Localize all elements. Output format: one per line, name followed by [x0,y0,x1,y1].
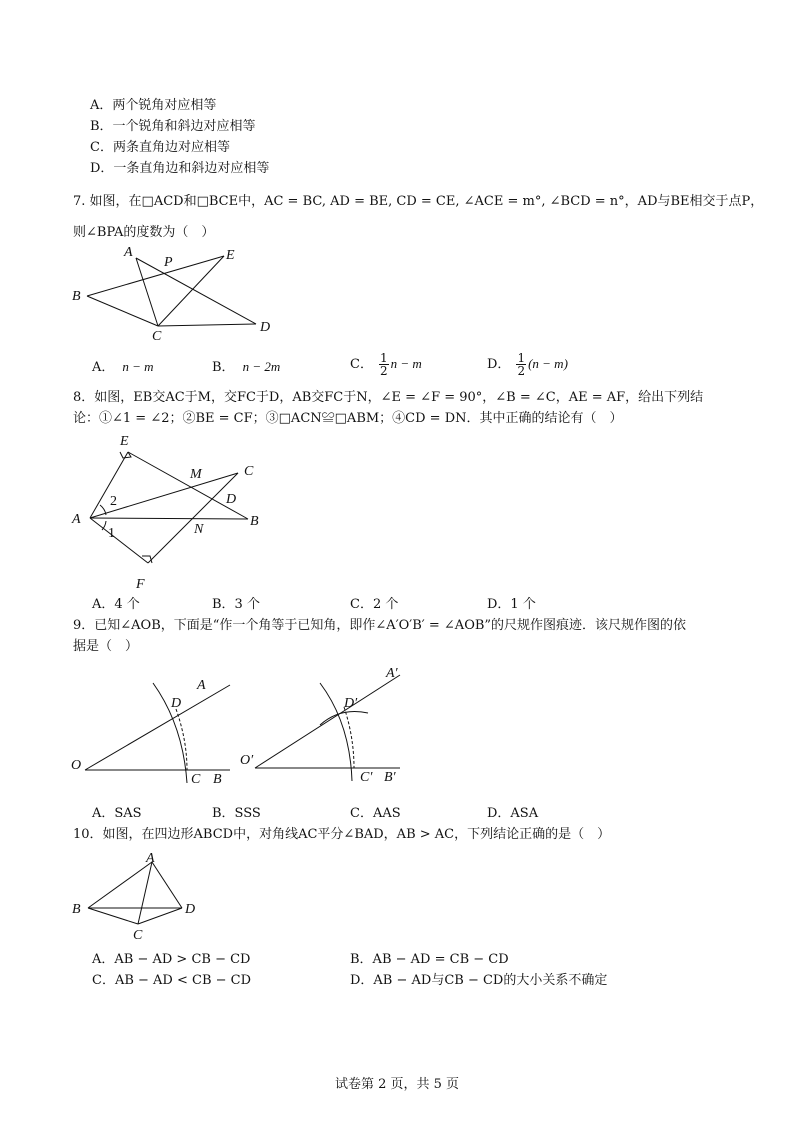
q7-label-d: D [260,320,271,335]
q8-label-1: 1 [108,526,115,541]
q10-label-b: B [72,902,81,917]
q8-label-d: D [226,492,237,507]
q9-right-label-c: C′ [360,770,373,785]
q9-right-label-a: A′ [386,666,398,681]
q9-left-label-a: A [197,678,206,693]
q9-right-label-d: D′ [344,696,358,711]
q8-figure [60,425,300,595]
q7-option-a: A． n − m [92,359,154,375]
q6-option-a: A．两个锐角对应相等 [90,98,217,113]
q7-label-p: P [164,255,173,270]
q9-right-label-b: B′ [384,770,396,785]
q8-label-f: F [136,577,145,592]
q10-label-d: D [185,902,196,917]
q9-left-label-c: C [191,772,201,787]
q7-figure [60,240,360,344]
q7-option-d: D． $\frac{1}{2}$ (n − m) [487,351,568,378]
q7-label-c: C [152,329,162,344]
q9-stem-line2: 据是（ ） [73,639,139,654]
q8-label-n: N [194,522,204,537]
q8-label-e: E [120,434,129,449]
q6-option-b: B．一个锐角和斜边对应相等 [90,119,256,134]
q8-label-m: M [190,467,202,482]
q7-label-a: A [124,245,133,260]
q7-stem-line1: 7. 如图，在□ACD和□BCE中，AC = BC, AD = BE, CD = CE, ∠ACE = m°, ∠BCD = n°，AD与BE相交于点P， [73,194,764,209]
q8-option-b: B．3 个 [212,597,260,612]
q10-option-b: B．AB − AD = CB − CD [350,952,509,967]
q8-label-c: C [244,464,254,479]
q9-right-label-o: O′ [240,753,254,768]
q8-option-a: A．4 个 [92,597,140,612]
q10-label-c: C [133,928,143,943]
q9-figure-right [240,665,440,795]
q7-label-b: B [72,289,81,304]
q8-label-2: 2 [110,494,117,509]
q9-option-b: B．SSS [212,806,261,821]
q9-option-c: C．AAS [350,806,401,821]
page-footer: 试卷第 2 页，共 5 页 [334,1077,460,1092]
q9-option-d: D．ASA [487,806,539,821]
q9-option-a: A．SAS [92,806,142,821]
q10-figure [60,850,220,950]
q10-stem-line1: 10．如图，在四边形ABCD中，对角线AC平分∠BAD，AB > AC，下列结论正确的是（ ） [73,827,611,842]
q9-stem-line1: 9．已知∠AOB，下面是“作一个角等于已知角，即作∠A′O′B′ = ∠AOB”的尺规作图痕迹．该尺规作图的依 [73,618,687,633]
q9-figure-left [65,665,265,795]
q8-label-b: B [250,514,259,529]
q10-label-a: A [146,851,155,866]
q8-option-d: D．1 个 [487,597,536,612]
q7-option-b: B． n − 2m [212,359,281,375]
q7-option-c: C． $\frac{1}{2}$ n − m [350,351,422,378]
q6-option-d: D．一条直角边和斜边对应相等 [90,161,270,176]
q10-option-c: C．AB − AD < CB − CD [92,973,252,988]
q10-option-d: D．AB − AD与CB − CD的大小关系不确定 [350,973,608,988]
q9-left-label-b: B [213,772,222,787]
q6-option-c: C．两条直角边对应相等 [90,140,230,155]
q9-left-label-o: O [71,758,82,773]
q8-label-a: A [72,512,81,527]
q9-left-label-d: D [171,696,182,711]
q8-stem-line1: 8．如图，EB交AC于M，交FC于D，AB交FC于N，∠E = ∠F = 90°，∠B = ∠C，AE = AF，给出下列结 [73,390,704,405]
q7-stem-line2: 则∠BPA的度数为（ ） [73,225,215,240]
q8-stem-line2: 论：①∠1 = ∠2；②BE = CF；③□ACN≌□ABM；④CD = DN．其中正确的结论有（ ） [73,411,623,426]
q10-option-a: A．AB − AD > CB − CD [92,952,251,967]
q7-label-e: E [226,248,235,263]
q8-option-c: C．2 个 [350,597,399,612]
